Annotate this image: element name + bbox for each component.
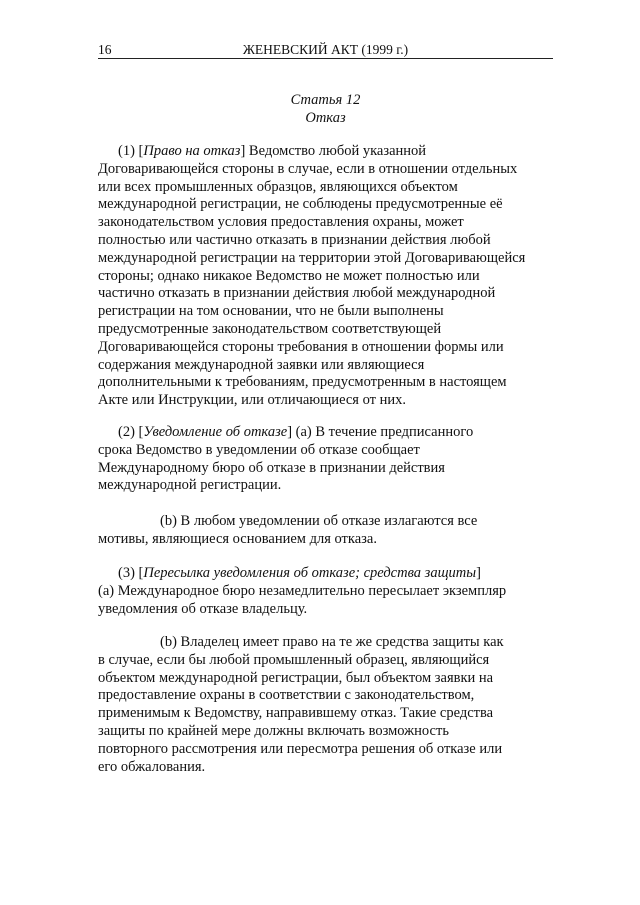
- paragraph-2b-first-line: (b) В любом уведомлении об отказе излагаются все: [160, 513, 478, 529]
- running-title: ЖЕНЕВСКИЙ АКТ (1999 г.): [242, 42, 409, 57]
- text-line: (a) Международное бюро незамедлительно пересылает экземпляр: [98, 582, 507, 599]
- text-line: в случае, если бы любой промышленный образец, являющийся: [98, 651, 490, 668]
- text-line: предоставление охраны в соответствии с законодательством,: [98, 687, 475, 704]
- text-line: повторного рассмотрения или пересмотра решения об отказе или: [98, 740, 503, 757]
- text-line: дополнительными к требованиям, предусмотренным в настоящем: [98, 374, 507, 391]
- text-line: регистрации на том основании, что не были выполнены: [98, 303, 444, 320]
- article-number: Статья 12: [290, 92, 361, 108]
- text-line: международной регистрации, не соблюдены предусмотренные её: [98, 196, 503, 213]
- text-line: содержания международной заявки или являющиеся: [98, 356, 425, 373]
- paragraph-3a: [98, 565, 563, 618]
- text-line: Акте или Инструкции, или отличающиеся от них.: [98, 392, 407, 409]
- paragraph-3b: [98, 634, 563, 776]
- paragraph-1-body: [98, 161, 563, 410]
- paragraph-3-heading: Пересылка уведомления об отказе; средства защиты: [143, 565, 477, 581]
- text-line: международной регистрации.: [98, 477, 282, 494]
- paragraph-2-heading: Уведомление об отказе: [143, 424, 288, 440]
- text-line: его обжалования.: [98, 758, 206, 775]
- text-line: Международному бюро об отказе в признании действия: [98, 459, 445, 476]
- text-line: предусмотренные законодательством соответствующей: [98, 320, 442, 337]
- text-line: стороны; однако никакое Ведомство не может полностью или: [98, 267, 480, 284]
- paragraph-1: [98, 143, 563, 410]
- text-line: срока Ведомство в уведомлении об отказе сообщает: [98, 441, 420, 458]
- paragraph-1-first-line: (1) [Право на отказ] Ведомство любой указанной: [118, 143, 427, 159]
- article-title: Отказ: [305, 110, 346, 126]
- text-line: уведомления об отказе владельцу.: [98, 600, 308, 617]
- paragraph-3a-first-line: (3) [Пересылка уведомления об отказе; средства защиты]: [118, 565, 481, 581]
- text-line: законодательством условия предоставления охраны, может: [98, 214, 464, 231]
- paragraph-2a-first-line: (2) [Уведомление об отказе] (a) В течение предписанного: [118, 424, 474, 440]
- text-line: или всех промышленных образцов, являющихся объектом: [98, 178, 458, 195]
- paragraph-2a: [98, 424, 563, 495]
- text-line: международной регистрации на территории этой Договаривающейся: [98, 249, 526, 266]
- paragraph-3b-first-line: (b) Владелец имеет право на те же средства защиты как: [160, 634, 504, 650]
- text-line: мотивы, являющиеся основанием для отказа.: [98, 530, 377, 547]
- page-number: 16: [98, 42, 112, 57]
- text-line: частично отказать в признании действия любой международной: [98, 285, 496, 302]
- paragraph-1-heading: Право на отказ: [143, 143, 241, 159]
- text-line: полностью или частично отказать в признании действия любой: [98, 231, 491, 248]
- text-line: применимым к Ведомству, направившему отказ. Такие средства: [98, 705, 494, 722]
- text-line: Договаривающейся стороны в случае, если в отношении отдельных: [98, 160, 518, 177]
- page-header: [98, 42, 553, 59]
- paragraph-2b: [98, 513, 563, 549]
- text-line: защиты по крайней мере должны включать возможность: [98, 722, 449, 739]
- text-line: Договаривающейся стороны требования в отношении формы или: [98, 338, 504, 355]
- text-line: объектом международной регистрации, был объектом заявки на: [98, 669, 494, 686]
